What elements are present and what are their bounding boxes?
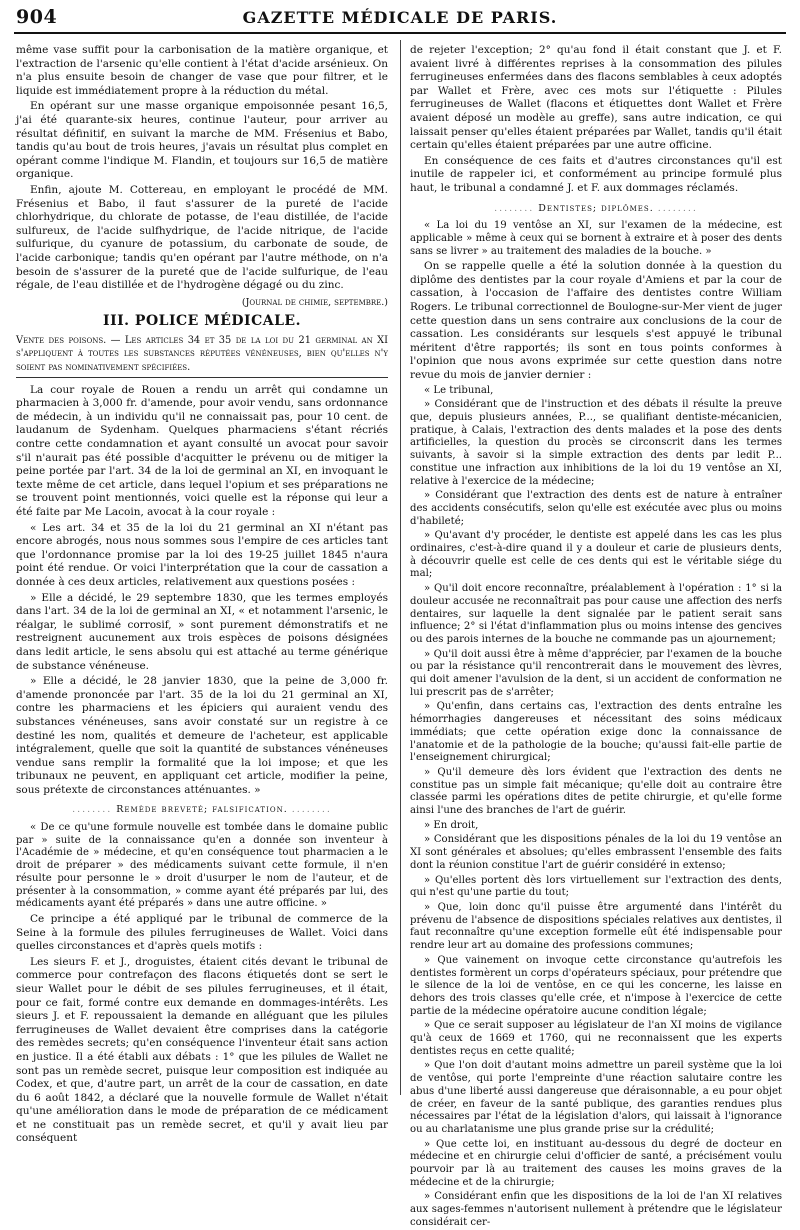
- subsection-heading: ........ Remède breveté; falsification. ........: [16, 803, 388, 817]
- paragraph: même vase suffit pour la carbonisation de la matière organique, et l'extraction de l'arsenic qu'elle contient à l'état d'acide arsénieux. On n'a plus ensuite besoin de changer de vase que pour filtrer, et le liquide est immédiatement propre à la réduction du métal.: [16, 44, 388, 97]
- judgment-text: » Que ce serait supposer au législateur de l'an XI moins de vigilance qu'à ceux de 1669 et 1760, qui ne reconnaissent que les experts dentistes reçus en cette qualité;: [410, 1020, 782, 1057]
- journal-title: GAZETTE MÉDICALE DE PARIS.: [242, 8, 558, 27]
- judgment-text: » En droit,: [424, 819, 479, 831]
- judgment-text: » Que, loin donc qu'il puisse être argumenté dans l'intérêt du prévenu de l'absence de dispositions spéciales relatives aux dentistes, il faut reconnaître qu'une exception formelle eût été indispensable pour rendre leur art au domaine des professions communes;: [410, 902, 782, 952]
- paragraph: La cour royale de Rouen a rendu un arrêt qui condamne un pharmacien à 3,000 fr. d'amende, pour avoir vendu, sans ordonnance de médecin, à un individu qu'il ne connaissait pas, pour 10 cent. de laudanum de Sydenham. Quelques pharmaciens s'étant récriés contre cette condamnation et ayant consulté un avocat pour savoir s'il n'aurait pas été possible d'acquitter le prévenu ou de mitiger la peine portée par l'art. 34 de la loi de germinal an XI, en invoquant le texte même de cet article, dans lequel l'opium et ses préparations ne se trouvent point mentionnés, voici quelle est la réponse qui leur a été faite par Me Lacoin, avocat à la cour royale :: [16, 383, 388, 518]
- column-divider: [400, 40, 401, 1095]
- judgment-text: » Considérant que l'extraction des dents est de nature à entraîner des accidents consécutifs, selon qu'elle est exécutée avec plus ou moins d'habileté;: [410, 490, 782, 527]
- judgment-text: » Que l'on doit d'autant moins admettre un pareil système que la loi de ventôse, qui porte l'empreinte d'une réaction salutaire contre les abus d'une liberté aussi dangereuse que déraisonnable, a eu pour objet de créer, en faveur de la santé publique, des garanties rendues plus nécessaires par l'état de la législation d'alors, qui laissait à l'ignorance ou au charlatanisme une plus grande prise sur la crédulité;: [410, 1060, 782, 1135]
- paragraph: « Les art. 34 et 35 de la loi du 21 germinal an XI n'étant pas encore abrogés, nous nous sommes sous l'empire de ces articles tant que l'ordonnance promise par la loi des 19-25 juillet 1845 n'aura point été rendue. Or voici l'interprétation que la cour de cassation a donnée à ces deux articles, relativement aux questions posées :: [16, 521, 388, 588]
- left-column: [16, 44, 388, 1145]
- judgment-text: » Qu'il doit encore reconnaître, préalablement à l'opération : 1° si la douleur accusée ne reconnaîtrait pas pour cause une affection des nerfs dentaires, sur laquelle la dent signalée par le patient serait sans influence; 2° si l'état d'inflammation plus ou moins intense des gencives ou des parois internes de la bouche ne commande pas un ajournement;: [410, 583, 782, 645]
- judgment-text: » Que cette loi, en instituant au-dessous du degré de docteur en médecine et en chirurgie celui d'officier de santé, a précisément voulu pourvoir par là au traitement des causes les moins graves de la médecine et de la chirurgie;: [410, 1138, 782, 1188]
- section-heading: III. POLICE MÉDICALE.: [103, 313, 301, 330]
- source-attribution: (Journal de chimie, septembre.): [241, 296, 388, 308]
- judgment-text: » Que vainement on invoque cette circonstance qu'autrefois les dentistes formèrent un corps d'opérateurs spéciaux, pour prétendre que le silence de la loi de ventôse, en ce qui les concerne, les laisse en dehors des trois classes qu'elle crée, et n'impose à l'exercice de cette partie de la médecine opératoire aucune condition légale;: [410, 954, 782, 1017]
- topic-heading: Vente des poisons. — Les articles 34 et 35 de la loi du 21 germinal an XI s'appliquent à toutes les substances réputées vénéneuses, bien qu'elles n'y soient pas nominativement spécifiées.: [16, 334, 388, 378]
- paragraph: Enfin, ajoute M. Cottereau, en employant le procédé de MM. Frésenius et Babo, il faut s'assurer de la pureté de l'acide chlorhydrique, du chlorate de potasse, de l'eau distillée, de l'acide sulfureux, de l'acide sulfhydrique, de l'acide nitrique, de l'acide sulfurique, du cyanure de potassium, du carbonate de soude, de l'acide carbonique; tandis qu'en opérant par l'autre méthode, on n'a besoin de s'assurer de la pureté que de l'acide sulfurique, de l'eau régale, de l'eau distillée et de l'hydrogène dégagé ou du zinc.: [16, 183, 388, 292]
- judgment-text: » Considérant enfin que les dispositions de la loi de l'an XI relatives aux sages-femmes n'autorisent nullement à prétendre que le législateur considérait cer-: [410, 1191, 782, 1228]
- paragraph: Les sieurs F. et J., droguistes, étaient cités devant le tribunal de commerce pour contrefaçon des flacons étiquetés dont se sert le sieur Wallet pour le débit de ses pilules ferrugineuses, et il était, pour ce fait, formé contre eux demande en dommages-intérêts. Les sieurs J. et F. repoussaient la demande en alléguant que les pilules ferrugineuses de Wallet devaient être comprises dans la catégorie des remèdes secrets; qu'en conséquence l'inventeur était sans action en justice. Il a été établi aux débats : 1° que les pilules de Wallet ne sont pas un remède secret, puisque leur composition est indiquée au Codex, et que, d'autre part, un arrêt de la cour de cassation, en date du 6 août 1842, a déclaré que la nouvelle formule de Wallet n'était qu'une amélioration dans le mode de préparation de ce médicament et ne constituait pas un remède secret, et qu'il y avait lieu par conséquent: [16, 955, 388, 1145]
- judgment-text: » Qu'enfin, dans certains cas, l'extraction des dents entraîne les hémorrhagies dangereuses et nécessitant des soins médicaux immédiats; que cette opération exige donc la connaissance de l'anatomie et de la pathologie de la bouche; qu'aussi fait-elle partie de l'enseignement chirurgical;: [410, 701, 782, 764]
- page-number: 904: [16, 6, 58, 28]
- paragraph: » Elle a décidé, le 28 janvier 1830, que la peine de 3,000 fr. d'amende prononcée par l'art. 35 de la loi du 21 germinal an XI, contre les pharmaciens et les épiciers qui auraient vendu des substances vénéneuses, sans avoir constaté sur un registre à ce destiné les nom, qualités et demeure de l'acheteur, est applicable intégralement, quelle que soit la quantité de substances vénéneuses vendue sans remplir la formalité que la loi impose; et que les tribunaux ne peuvent, en appliquant cet article, modifier la peine, sous prétexte de circonstances atténuantes. »: [16, 675, 388, 796]
- judgment-text: » Considérant que les dispositions pénales de la loi du 19 ventôse an XI sont générales et absolues; qu'elles embrassent l'ensemble des faits dont la réunion constitue l'art de guérir considéré in extenso;: [410, 834, 782, 871]
- paragraph: Ce principe a été appliqué par le tribunal de commerce de la Seine à la formule des pilules ferrugineuses de Wallet. Voici dans quelles circonstances et d'après quels motifs :: [16, 912, 388, 953]
- judgment-text: » Considérant que de l'instruction et des débats il résulte la preuve que, depuis plusieurs années, P..., se qualifiant dentiste-mécanicien, pratique, à Calais, l'extraction des dents malades et la pose des dents artificielles, la question du procès se circonscrit dans les termes suivants, à savoir si la simple extraction des dents par ledit P... constitue une infraction aux inhibitions de la loi du 19 ventôse an XI, relative à l'exercice de la médecine;: [410, 399, 782, 487]
- paragraph: En conséquence de ces faits et d'autres circonstances qu'il est inutile de rappeler ici, et conformément au principe formulé plus haut, le tribunal a condamné J. et F. aux dommages réclamés.: [410, 154, 782, 194]
- legal-principle-quote: « La loi du 19 ventôse an XI, sur l'examen de la médecine, est applicable » même à ceux qui se bornent à extraire et à poser des dents sans se livrer » au traitement des maladies de la bouche. »: [410, 220, 782, 257]
- judgment-text: » Qu'il demeure dès lors évident que l'extraction des dents ne constitue pas un simple fait mécanique; qu'elle doit au contraire être classée parmi les opérations dites de petite chirurgie, et qu'elle forme ainsi l'une des branches de l'art de guérir.: [410, 766, 782, 817]
- paragraph: En opérant sur une masse organique empoisonnée pesant 16,5, j'ai été quarante-six heures, continue l'auteur, pour arriver au résultat définitif, en suivant la marche de MM. Frésenius et Babo, tandis qu'au bout de trois heures, j'avais un résultat plus complet en opérant comme l'indique M. Flandin, et toujours sur 16,5 de matière organique.: [16, 100, 388, 181]
- paragraph: On se rappelle quelle a été la solution donnée à la question du diplôme des dentistes par la cour royale d'Amiens et par la cour de cassation, à l'occasion de l'affaire des dentistes contre William Rogers. Le tribunal correctionnel de Boulogne-sur-Mer vient de juger cette question dans un sens contraire aux conclusions de la cour de cassation. Les considérants sur lesquels s'est appuyé le tribunal méritent d'être rapportés; ils sont en tous points conformes à l'opinion que nous avons exprimée sur cette question dans notre revue du mois de janvier dernier :: [410, 260, 782, 381]
- page-header: [14, 6, 786, 34]
- judgment-text: » Qu'avant d'y procéder, le dentiste est appelé dans les cas les plus ordinaires, c'est-à-dire quand il y a douleur et carie de plusieurs dents, à découvrir quelle est celle de ces dents qui est le véritable siége du mal;: [410, 530, 782, 580]
- paragraph: » Elle a décidé, le 29 septembre 1830, que les termes employés dans l'art. 34 de la loi de germinal an XI, « et notamment l'arsenic, le réalgar, le sublimé corrosif, » sont purement démonstratifs et ne restreignent aucunement aux trois espèces de poisons désignées dans ledit article, le sens absolu qui est attaché au terme générique de substance vénéneuse.: [16, 591, 388, 672]
- subsection-heading: ........ Dentistes; diplômes. ........: [410, 202, 782, 216]
- judgment-text: « Le tribunal,: [424, 384, 494, 396]
- paragraph: de rejeter l'exception; 2° qu'au fond il était constant que J. et F. avaient livré à différentes reprises à la consommation des pilules ferrugineuses enfermées dans des flacons semblables à ceux adoptés par Wallet et Frère, avec ces mots sur l'étiquette : Pilules ferrugineuses de Wallet (flacons et étiquettes dont Wallet et Frère avaient déposé un modèle au greffe), sans autre indication, ce qui laissait penser qu'elles étaient préparées par Wallet, tandis qu'il était certain qu'elles étaient préparées par une autre officine.: [410, 44, 782, 152]
- judgment-text: » Qu'elles portent dès lors virtuellement sur l'extraction des dents, qui n'est qu'une partie du tout;: [410, 874, 782, 899]
- legal-principle-quote: « De ce qu'une formule nouvelle est tombée dans le domaine public par » suite de la connaissance qu'en a donnée son inventeur à l'Académie de » médecine, et qu'en conséquence tout pharmacien a le droit de préparer » des médicaments suivant cette formule, il n'en résulte pour personne le » droit d'usurper le nom de l'auteur, et de présenter à la consommation, » comme ayant été préparés par lui, des médicaments ayant été préparés » dans une autre officine. »: [16, 822, 388, 910]
- judgment-text: » Qu'il doit aussi être à même d'apprécier, par l'examen de la bouche ou par la résistance qu'il rencontrerait dans le mouvement des lèvres, qui doit amener l'avulsion de la dent, si un accident de conformation ne lui prescrit pas de s'arrêter;: [410, 648, 782, 698]
- right-column: [410, 44, 782, 1228]
